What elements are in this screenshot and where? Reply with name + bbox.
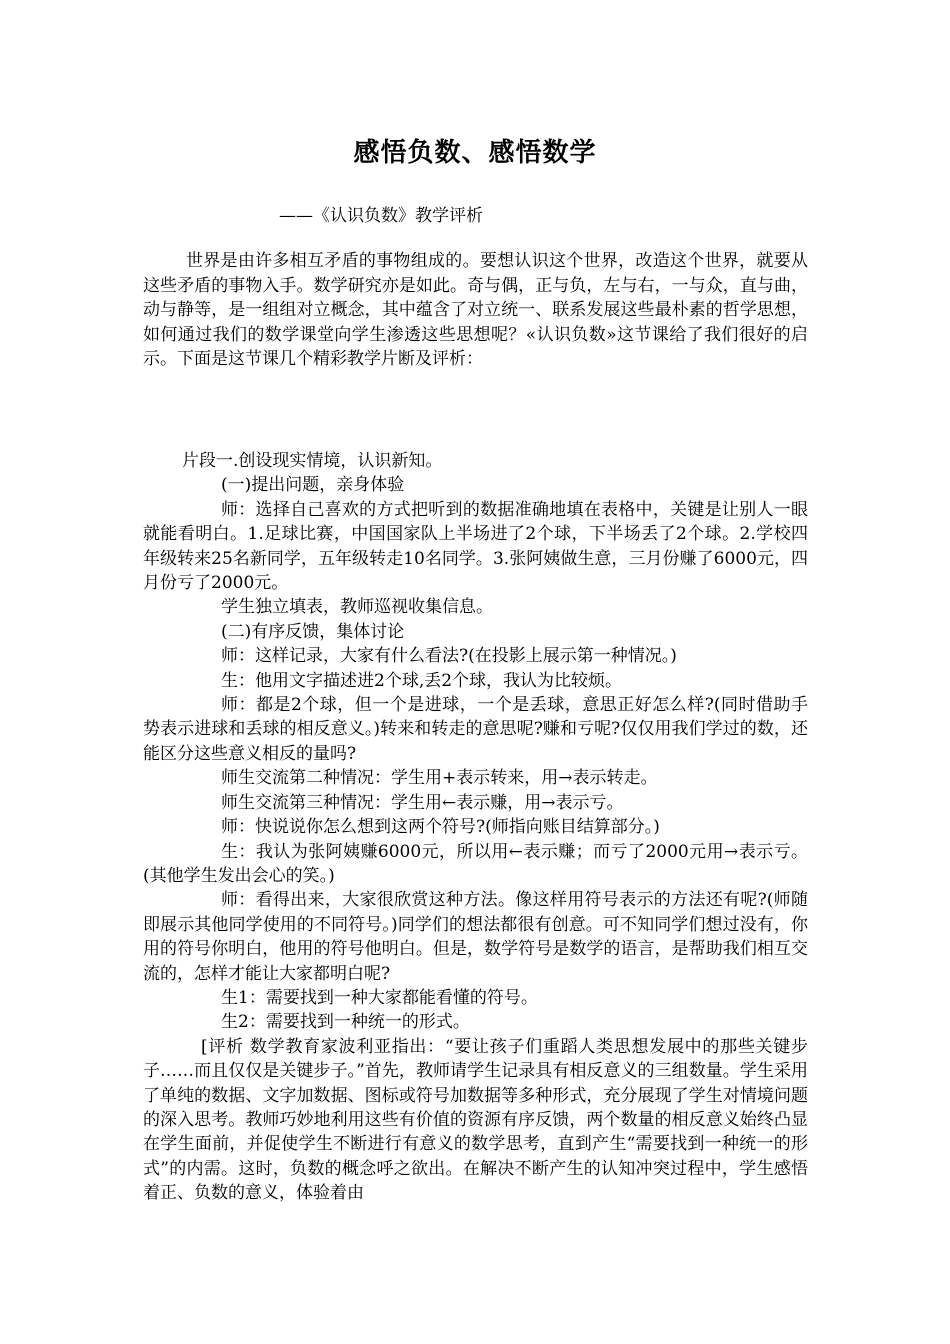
section-heading: (一)提出问题，亲身体验 — [221, 475, 405, 496]
body-section — [143, 449, 808, 1206]
dialogue-paragraph: 师：快说说你怎么想到这两个符号?(师指向账目结算部分。) — [221, 817, 660, 838]
dialogue-paragraph: 师生交流第二种情况：学生用+表示转来，用→表示转走。 — [221, 768, 658, 789]
intro-paragraph: 世界是由许多相互矛盾的事物组成的。要想认识这个世界，改造这个世界，就要从这些矛盾的事物入手。数学研究亦是如此。奇与偶，正与负，左与右，一与众，直与曲，动与静等，是一组组对立概念，其中蕴含了对立统一、联系发展这些最朴素的哲学思想，如何通过我们的数学课堂向学生渗透这些思想呢？«认识负数»这节课给了我们很好的启示。下面是这节课几个精彩教学片断及评析： — [143, 251, 808, 369]
dialogue-paragraph: 生1：需要找到一种大家都能看懂的符号。 — [221, 987, 538, 1008]
dialogue-paragraph: 生2：需要找到一种统一的形式。 — [221, 1012, 470, 1033]
segment-heading: 片段一.创设现实情境，认识新知。 — [182, 451, 443, 471]
document-subtitle: ——《认识负数》教学评析 — [279, 206, 483, 226]
dialogue-paragraph: 生：他用文字描述进2个球,丢2个球，我认为比较烦。 — [221, 670, 623, 691]
dialogue-paragraph: 师生交流第三种情况：学生用←表示赚，用→表示亏。 — [221, 792, 624, 813]
dialogue-paragraph: 师：这样记录，大家有什么看法?(在投影上展示第一种情况。) — [221, 646, 677, 667]
intro-section — [143, 249, 808, 372]
dialogue-paragraph: 师：都是2个球，但一个是进球，一个是丢球，意思正好怎么样?(同时借助手势表示进球和丢球的相反意义。)转来和转走的意思呢?赚和亏呢?仅仅用我们学过的数，还能区分这些意义相反的量吗? — [143, 695, 808, 764]
dialogue-paragraph: 学生独立填表，教师巡视收集信息。 — [221, 597, 493, 618]
dialogue-paragraph: 师：选择自己喜欢的方式把听到的数据准确地填在表格中，关键是让别人一眼就能看明白。1.足球比赛，中国国家队上半场进了2个球，下半场丢了2个球。2.学校四年级转来25名新同学，五年级转走10名同学。3.张阿姨做生意，三月份赚了6000元，四月份亏了2000元。 — [143, 499, 808, 594]
dialogue-paragraph: 师：看得出来，大家很欣赏这种方法。像这样用符号表示的方法还有呢?(师随即展示其他同学使用的不同符号。)同学们的想法都很有创意。可不知同学们想过没有，你用的符号你明白，他用的符号他明白。但是，数学符号是数学的语言，是帮助我们相互交流的，怎样才能让大家都明白呢? — [143, 890, 808, 984]
document-title: 感悟负数、感悟数学 — [353, 138, 597, 168]
commentary-paragraph: [评析 数学教育家波利亚指出：“要让孩子们重蹈人类思想发展中的那些关键步子……而且仅仅是关键步子。”首先，教师请学生记录具有相反意义的三组数量。学生采用了单纯的数据、文字加数据、图标或符号加数据等多种形式，充分展现了学生对情境问题的深入思考。教师巧妙地利用这些有价值的资源有序反馈，两个数量的相反意义始终凸显在学生面前，并促使学生不断进行有意义的数学思考，直到产生“需要找到一种统一的形式”的内需。这时，负数的概念呼之欲出。在解决不断产生的认知冲突过程中，学生感悟着正、负数的意义，体验着由 — [143, 1036, 808, 1204]
section-heading: (二)有序反馈，集体讨论 — [221, 621, 405, 642]
dialogue-paragraph: 生：我认为张阿姨赚6000元，所以用←表示赚；而亏了2000元用→表示亏。(其他学生发出会心的笑。) — [143, 841, 808, 886]
